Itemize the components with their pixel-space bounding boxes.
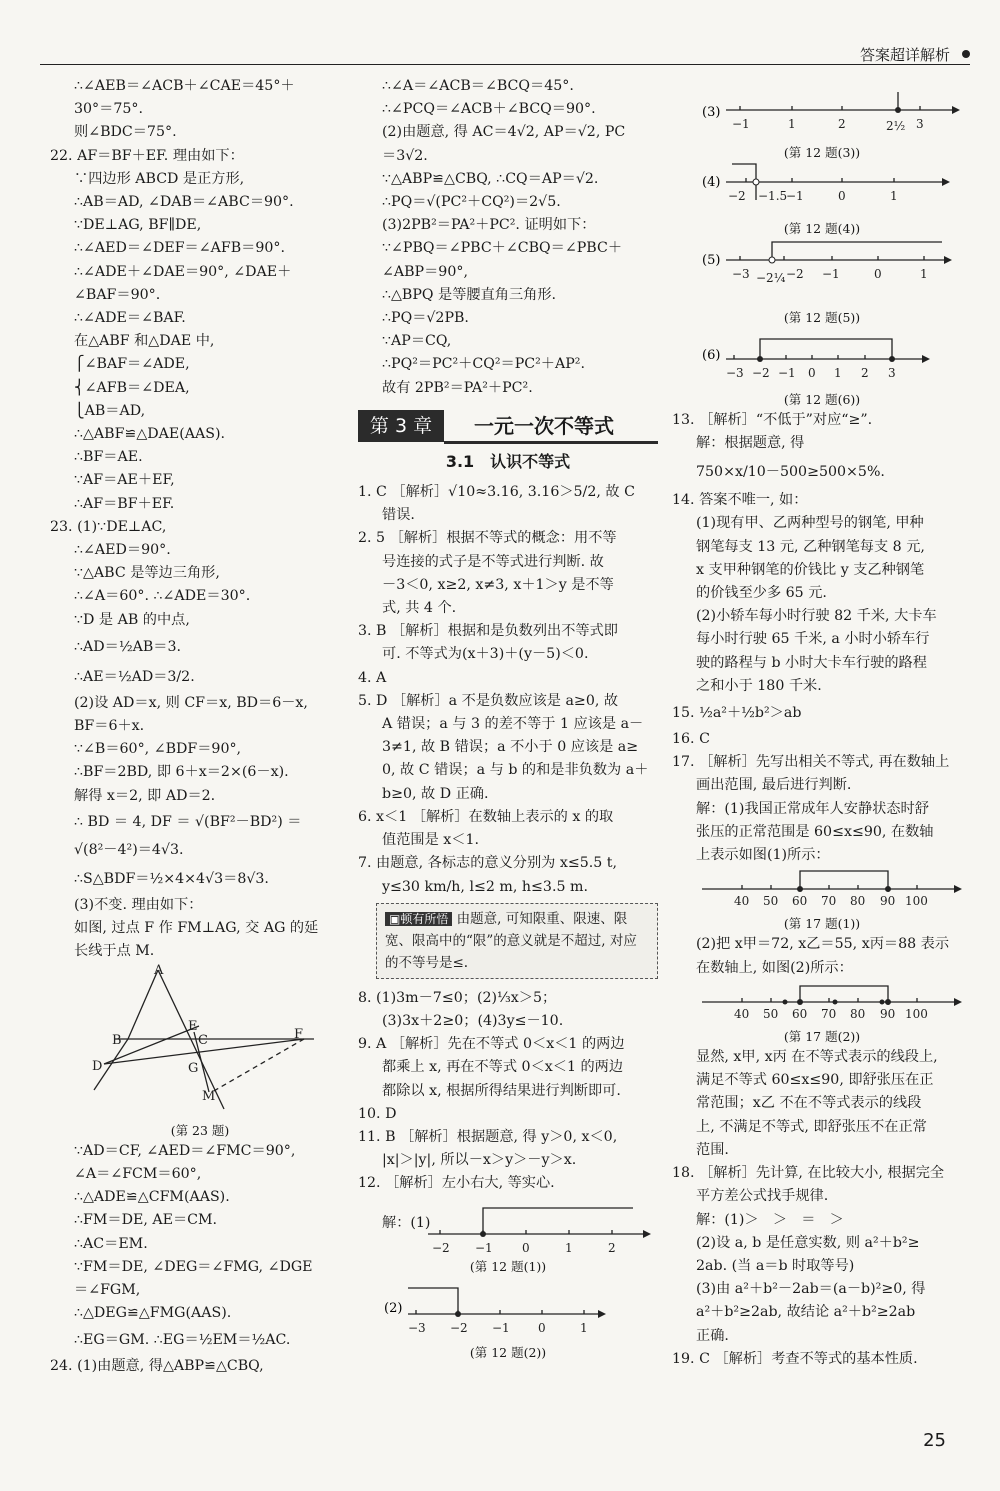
svg-text:−1: −1 xyxy=(732,117,750,131)
svg-text:80: 80 xyxy=(850,894,866,908)
svg-text:3: 3 xyxy=(916,117,924,131)
text-line: 显然, x甲, x丙 在不等式表示的线段上, xyxy=(696,1049,938,1066)
text-line: (3)不变. 理由如下： xyxy=(74,896,203,913)
text-line: b≥0, 故 D 正确. xyxy=(382,785,489,802)
svg-text:−1.5: −1.5 xyxy=(758,189,788,204)
svg-text:70: 70 xyxy=(821,894,837,908)
text-line: 值范围是 x＜1. xyxy=(382,832,479,849)
question-1: 1. C ［解析］√10≈3.16, 3.16＞5/2, 故 C xyxy=(358,484,635,501)
figure-23-caption: (第 23 题) xyxy=(170,1122,230,1138)
question-4: 4. A xyxy=(358,669,387,686)
text-line: 平方差公式找手规律. xyxy=(696,1188,829,1205)
text-line: (2)设 a, b 是任意实数, 则 a²＋b²≥ xyxy=(696,1234,920,1251)
svg-text:2: 2 xyxy=(838,117,846,131)
text-line: (1)现有甲、乙两种型号的钢笔, 甲种 xyxy=(696,515,924,532)
chapter-number: 第 3 章 xyxy=(358,410,444,442)
text-line: (2)设 AD＝x, 则 CF＝x, BD＝6－x, xyxy=(74,694,308,711)
svg-text:0: 0 xyxy=(538,1320,546,1335)
number-line-svg xyxy=(358,1196,658,1258)
text-line: a²＋b²≥2ab, 故结论 a²＋b²≥2ab xyxy=(696,1304,916,1321)
text-line: |x|＞|y|, 所以－x＞y＞－y＞x. xyxy=(382,1152,577,1169)
caption-17-2: (第 17 题(2)) xyxy=(783,1029,861,1045)
solution-label: 解：(1) xyxy=(382,1214,431,1231)
text-line: ∴PQ＝√2PB. xyxy=(382,310,469,327)
question-24: 24. (1)由题意, 得△ABP≌△CBQ, xyxy=(50,1358,264,1375)
text-line: ∴∠AED＝∠DEF＝∠AFB＝90°. xyxy=(74,240,285,257)
text-line: ∵∠B＝60°, ∠BDF＝90°, xyxy=(74,741,242,758)
svg-text:100: 100 xyxy=(905,894,928,908)
svg-text:A: A xyxy=(154,963,164,978)
question-18: 18. ［解析］先计算, 在比较大小, 根据完全 xyxy=(672,1165,945,1182)
text-line: ∴BF＝2BD, 即 6＋x＝2×(6－x). xyxy=(74,764,289,781)
text-line: 都乘上 x, 再在不等式 0＜x＜1 的两边 xyxy=(382,1059,624,1076)
text-line: (2)由题意, 得 AC＝4√2, AP＝√2, PC xyxy=(382,124,626,141)
text-line: ∴∠A＝60°. ∴∠ADE＝30°. xyxy=(74,588,251,605)
svg-text:(4): (4) xyxy=(702,175,721,191)
section-title: 3.1 认识不等式 xyxy=(445,451,571,471)
number-line-12-2 xyxy=(358,1280,658,1336)
text-line: √(8²－4²)＝4√3. xyxy=(74,841,184,858)
question-15: 15. ½a²＋½b²＞ab xyxy=(672,705,802,722)
text-line: ∵DE⊥AG, BF∥DE, xyxy=(74,217,202,234)
tip-text: 由题意, 可知限重、限速、限宽、限高中的“限”的意义就是不超过, 对应的不等号是≤. xyxy=(385,910,637,971)
question-19: 19. C ［解析］考查不等式的基本性质. xyxy=(672,1350,918,1367)
svg-text:−2: −2 xyxy=(752,365,770,380)
header-title: 答案超详解析 xyxy=(859,46,950,64)
text-line: ∴S△BDF＝½×4×4√3＝8√3. xyxy=(74,870,269,887)
text-line: ∴∠PCQ＝∠ACB＋∠BCQ＝90°. xyxy=(382,101,596,118)
question-23: 23. (1)∵DE⊥AC, xyxy=(50,518,167,535)
svg-text:70: 70 xyxy=(821,1006,837,1020)
text-line: A 错误；a 与 3 的差不等于 1 应该是 a－ xyxy=(382,716,644,733)
text-line: ∴PQ²＝PC²＋CQ²＝PC²＋AP². xyxy=(382,356,585,373)
text-line: ∠BAF＝90°. xyxy=(74,286,161,303)
svg-text:−1: −1 xyxy=(786,189,804,204)
text-line: ∴AF＝BF＋EF. xyxy=(74,495,175,512)
text-line: ∴∠AEB＝∠ACB＋∠CAE＝45°＋ xyxy=(74,78,295,94)
chapter-banner xyxy=(358,408,658,444)
text-line: 则∠BDC＝75°. xyxy=(74,124,177,141)
svg-text:−1: −1 xyxy=(492,1320,510,1335)
chapter-rule xyxy=(444,441,658,444)
text-line: (2)把 x甲＝72, x乙＝55, x丙＝88 表示 xyxy=(696,936,950,953)
text-line: 之和小于 180 千米. xyxy=(696,677,822,694)
number-line-12-6 xyxy=(672,333,972,383)
question-10: 10. D xyxy=(358,1105,397,1122)
text-line: BF＝6＋x. xyxy=(74,718,145,735)
text-line: ∴EG＝GM. ∴EG＝½EM＝½AC. xyxy=(74,1332,291,1349)
text-line: x 支甲种钢笔的价钱比 y 支乙种钢笔 xyxy=(696,561,925,578)
figure-23-diagram xyxy=(74,964,374,1114)
tip-tag: ▣顿有所悟 xyxy=(385,912,452,926)
svg-text:90: 90 xyxy=(880,894,896,908)
svg-text:2: 2 xyxy=(861,365,869,380)
text-line: ∴BF＝AE. xyxy=(74,449,143,466)
text-line: 0, 故 C 错误；a 与 b 的和是非负数为 a＋ xyxy=(382,762,649,779)
text-line: ∴ BD ＝ 4, DF ＝ √(BF²－BD²) ＝ xyxy=(74,813,302,830)
question-7: 7. 由题意, 各标志的意义分别为 x≤5.5 t, xyxy=(358,855,617,872)
svg-text:−2: −2 xyxy=(786,267,804,282)
svg-text:1: 1 xyxy=(890,189,898,204)
text-line: ∴△ADE≌△CFM(AAS). xyxy=(74,1189,230,1206)
text-line: ∠ABP＝90°, xyxy=(382,263,468,280)
question-14: 14. 答案不唯一, 如： xyxy=(672,492,808,509)
caption-17-1: (第 17 题(1)) xyxy=(783,916,861,932)
caption-12-2: (第 12 题(2)) xyxy=(469,1344,547,1360)
svg-text:(5): (5) xyxy=(702,253,721,269)
svg-text:0: 0 xyxy=(808,365,816,380)
text-line: 3≠1, 故 B 错误；a 不小于 0 应该是 a≥ xyxy=(382,739,639,756)
text-line: 解：根据题意, 得 xyxy=(696,435,805,452)
text-line: ∴AD＝½AB＝3. xyxy=(74,638,181,655)
text-line: ⎧∠BAF＝∠ADE, xyxy=(74,356,190,373)
number-line-17-1 xyxy=(672,867,972,907)
text-line: ∠A＝∠FCM＝60°, xyxy=(74,1165,202,1182)
number-line-12-1 xyxy=(358,1196,658,1258)
text-line: 钢笔每支 13 元, 乙种钢笔每支 8 元, xyxy=(696,538,925,555)
question-2: 2. 5 ［解析］根据不等式的概念：用不等 xyxy=(358,530,617,547)
caption-12-4: (第 12 题(4)) xyxy=(783,221,861,237)
page-number: 25 xyxy=(923,1430,946,1451)
text-line: ∵AD＝CF, ∠AED＝∠FMC＝90°, xyxy=(74,1142,296,1159)
text-line: ∴∠A＝∠ACB＝∠BCQ＝45°. xyxy=(382,78,574,94)
svg-text:−1: −1 xyxy=(475,1240,493,1255)
number-line-12-5 xyxy=(672,238,972,300)
text-line: 范围. xyxy=(696,1141,729,1158)
text-line: 错误. xyxy=(382,507,415,524)
text-line: 如图, 过点 F 作 FM⊥AG, 交 AG 的延 xyxy=(74,920,319,937)
text-line: 故有 2PB²＝PA²＋PC². xyxy=(382,379,533,396)
text-line: ∴AB＝AD, ∠DAB＝∠ABC＝90°. xyxy=(74,194,294,211)
svg-text:(6): (6) xyxy=(702,347,721,363)
svg-text:G: G xyxy=(188,1060,199,1076)
svg-text:F: F xyxy=(294,1026,304,1042)
text-line: 号连接的式子是不等式进行判断. 故 xyxy=(382,553,604,570)
svg-text:2½: 2½ xyxy=(886,119,906,133)
svg-text:50: 50 xyxy=(763,1006,779,1020)
question-5: 5. D ［解析］a 不是负数应该是 a≥0, 故 xyxy=(358,692,619,709)
text-line: ∴FM＝DE, AE＝CM. xyxy=(74,1212,218,1229)
text-line: ∵D 是 AB 的中点, xyxy=(74,611,190,628)
text-line: ∵四边形 ABCD 是正方形, xyxy=(74,170,245,187)
question-11: 11. B ［解析］根据题意, 得 y＞0, x＜0, xyxy=(358,1128,618,1145)
text-line: 长线于点 M. xyxy=(74,943,155,960)
svg-text:80: 80 xyxy=(850,1006,866,1020)
text-line: 30°＝75°. xyxy=(74,101,143,118)
number-line-12-3 xyxy=(672,92,972,136)
text-line: 在数轴上, 如图(2)所示： xyxy=(696,959,853,976)
text-line: 都除以 x, 根据所得结果进行判断即可. xyxy=(382,1082,621,1099)
text-line: 常范围；x乙 不在不等式表示的线段 xyxy=(696,1095,922,1112)
text-line: ∴AE＝½AD＝3/2. xyxy=(74,668,195,685)
column-2 xyxy=(358,75,658,1362)
text-line: 每小时行驶 65 千米, a 小时小轿车行 xyxy=(696,631,930,648)
svg-text:1: 1 xyxy=(788,117,796,131)
text-line: 上, 不满足不等式, 即舒张压不在正常 xyxy=(696,1118,927,1135)
svg-text:0: 0 xyxy=(838,189,846,204)
text-line: 2ab. (当 a＝b 时取等号) xyxy=(696,1257,855,1274)
text-line: 解：(1)我国正常成年人安静状态时舒 xyxy=(696,800,929,817)
text-line: (2)小轿车每小时行驶 82 千米, 大卡车 xyxy=(696,608,937,625)
svg-text:3: 3 xyxy=(888,365,896,380)
question-8: 8. (1)3m－7≤0；(2)⅓x＞5； xyxy=(358,989,557,1006)
text-line: 张压的正常范围是 60≤x≤90, 在数轴 xyxy=(696,823,934,840)
svg-text:C: C xyxy=(198,1032,208,1048)
chapter-title: 一元一次不等式 xyxy=(474,413,614,438)
question-9: 9. A ［解析］先在不等式 0＜x＜1 的两边 xyxy=(358,1036,625,1053)
svg-text:−2¼: −2¼ xyxy=(756,271,786,286)
question-22: 22. AF＝BF＋EF. 理由如下： xyxy=(50,147,244,164)
number-line-17-2 xyxy=(672,980,972,1020)
svg-text:−2: −2 xyxy=(450,1320,468,1335)
text-line: ∵AF＝AE＋EF, xyxy=(74,472,175,489)
svg-text:60: 60 xyxy=(792,894,808,908)
svg-text:−2: −2 xyxy=(432,1240,450,1255)
text-line: (3)由 a²＋b²－2ab＝(a－b)²≥0, 得 xyxy=(696,1281,926,1298)
text-line: 的价钱至少多 65 元. xyxy=(696,585,827,602)
svg-text:100: 100 xyxy=(905,1006,928,1020)
text-line: ∵FM＝DE, ∠DEG＝∠FMG, ∠DGE xyxy=(74,1258,313,1275)
text-line: ∴△BPQ 是等腰直角三角形. xyxy=(382,286,557,303)
svg-text:1: 1 xyxy=(920,267,928,282)
question-6: 6. x＜1 ［解析］在数轴上表示的 x 的取 xyxy=(358,808,614,825)
text-line: ∴PQ＝√(PC²＋CQ²)＝2√5. xyxy=(382,194,561,211)
question-16: 16. C xyxy=(672,731,710,748)
svg-text:M: M xyxy=(202,1088,216,1104)
text-line: 750×x/10－500≥500×5%. xyxy=(696,464,885,481)
svg-text:90: 90 xyxy=(880,1006,896,1020)
text-line: ∵△ABP≌△CBQ, ∴CQ＝AP＝√2. xyxy=(382,170,599,187)
svg-text:(3): (3) xyxy=(702,105,721,120)
svg-text:−1: −1 xyxy=(822,267,840,282)
text-line: ∴∠AED＝90°. xyxy=(74,542,171,559)
text-line: ∵∠PBQ＝∠PBC＋∠CBQ＝∠PBC＋ xyxy=(382,240,623,257)
svg-text:0: 0 xyxy=(522,1240,530,1255)
insight-tip-box xyxy=(376,903,658,979)
svg-text:−3: −3 xyxy=(732,267,750,282)
text-line: 式, 共 4 个. xyxy=(382,600,457,617)
text-line: (3)2PB²＝PA²＋PC². 证明如下： xyxy=(382,217,596,234)
svg-text:D: D xyxy=(92,1058,103,1074)
page-header xyxy=(40,44,970,65)
caption-12-6: (第 12 题(6)) xyxy=(783,391,861,407)
text-line: 正确. xyxy=(696,1327,729,1344)
text-line: 解得 x＝2, 即 AD＝2. xyxy=(74,787,216,804)
text-line: －3＜0, x≥2, x≠3, x＋1＞y 是不等 xyxy=(382,576,614,593)
number-line-12-4 xyxy=(672,162,972,212)
svg-text:2: 2 xyxy=(608,1240,616,1255)
question-3: 3. B ［解析］根据和是负数列出不等式即 xyxy=(358,623,618,640)
text-line: ⎨∠AFB＝∠DEA, xyxy=(74,379,190,396)
text-line: 满足不等式 60≤x≤90, 即舒张压在正 xyxy=(696,1072,934,1089)
column-3 xyxy=(672,92,972,1371)
text-line: 在△ABF 和△DAE 中, xyxy=(74,333,215,350)
svg-text:1: 1 xyxy=(580,1320,588,1335)
header-dot-icon xyxy=(962,50,970,58)
question-13: 13. ［解析］“不低于”对应“≥”. xyxy=(672,411,873,428)
caption-12-5: (第 12 题(5)) xyxy=(783,309,861,325)
text-line: ∵△ABC 是等边三角形, xyxy=(74,565,220,582)
text-line: ∴∠ADE＝∠BAF. xyxy=(74,310,186,327)
svg-text:1: 1 xyxy=(565,1240,573,1255)
svg-text:−2: −2 xyxy=(728,189,746,204)
text-line: 画出范围, 最后进行判断. xyxy=(696,777,852,794)
svg-text:(2): (2) xyxy=(384,1300,403,1316)
text-line: ∴△DEG≌△FMG(AAS). xyxy=(74,1305,232,1322)
text-line: 上表示如图(1)所示： xyxy=(696,847,830,864)
text-line: 可. 不等式为(x＋3)＋(y－5)＜0. xyxy=(382,646,589,663)
text-line: ⎩AB＝AD, xyxy=(74,402,146,419)
svg-text:0: 0 xyxy=(874,267,882,282)
svg-text:40: 40 xyxy=(734,894,750,908)
text-line: ∴AC＝EM. xyxy=(74,1235,148,1252)
text-line: ∵AP＝CQ, xyxy=(382,333,452,350)
svg-text:E: E xyxy=(188,1018,198,1034)
question-12: 12. ［解析］左小右大, 等实心. xyxy=(358,1175,555,1192)
caption-12-1: (第 12 题(1)) xyxy=(469,1258,547,1274)
text-line: 驶的路程与 b 小时大卡车行驶的路程 xyxy=(696,654,927,671)
text-line: ∴∠ADE＋∠DAE＝90°, ∠DAE＋ xyxy=(74,263,292,280)
svg-text:50: 50 xyxy=(763,894,779,908)
text-line: ＝∠FGM, xyxy=(74,1281,141,1298)
svg-text:40: 40 xyxy=(734,1006,750,1020)
svg-text:−1: −1 xyxy=(778,365,796,380)
column-1 xyxy=(50,75,350,1379)
caption-12-3: (第 12 题(3)) xyxy=(783,145,861,161)
text-line: ∴△ABF≌△DAE(AAS). xyxy=(74,426,226,443)
svg-text:−3: −3 xyxy=(726,365,744,380)
text-line: (3)3x＋2≥0；(4)3y≤－10. xyxy=(382,1012,564,1029)
svg-text:60: 60 xyxy=(792,1006,808,1020)
svg-text:B: B xyxy=(112,1032,122,1048)
text-line: y≤30 km/h, l≤2 m, h≤3.5 m. xyxy=(382,878,588,895)
svg-text:−3: −3 xyxy=(408,1320,426,1335)
question-17: 17. ［解析］先写出相关不等式, 再在数轴上 xyxy=(672,754,950,771)
text-line: 解：(1)＞ ＞ ＝ ＞ xyxy=(696,1211,844,1228)
svg-text:1: 1 xyxy=(834,365,842,380)
text-line: ＝3√2. xyxy=(382,147,428,164)
